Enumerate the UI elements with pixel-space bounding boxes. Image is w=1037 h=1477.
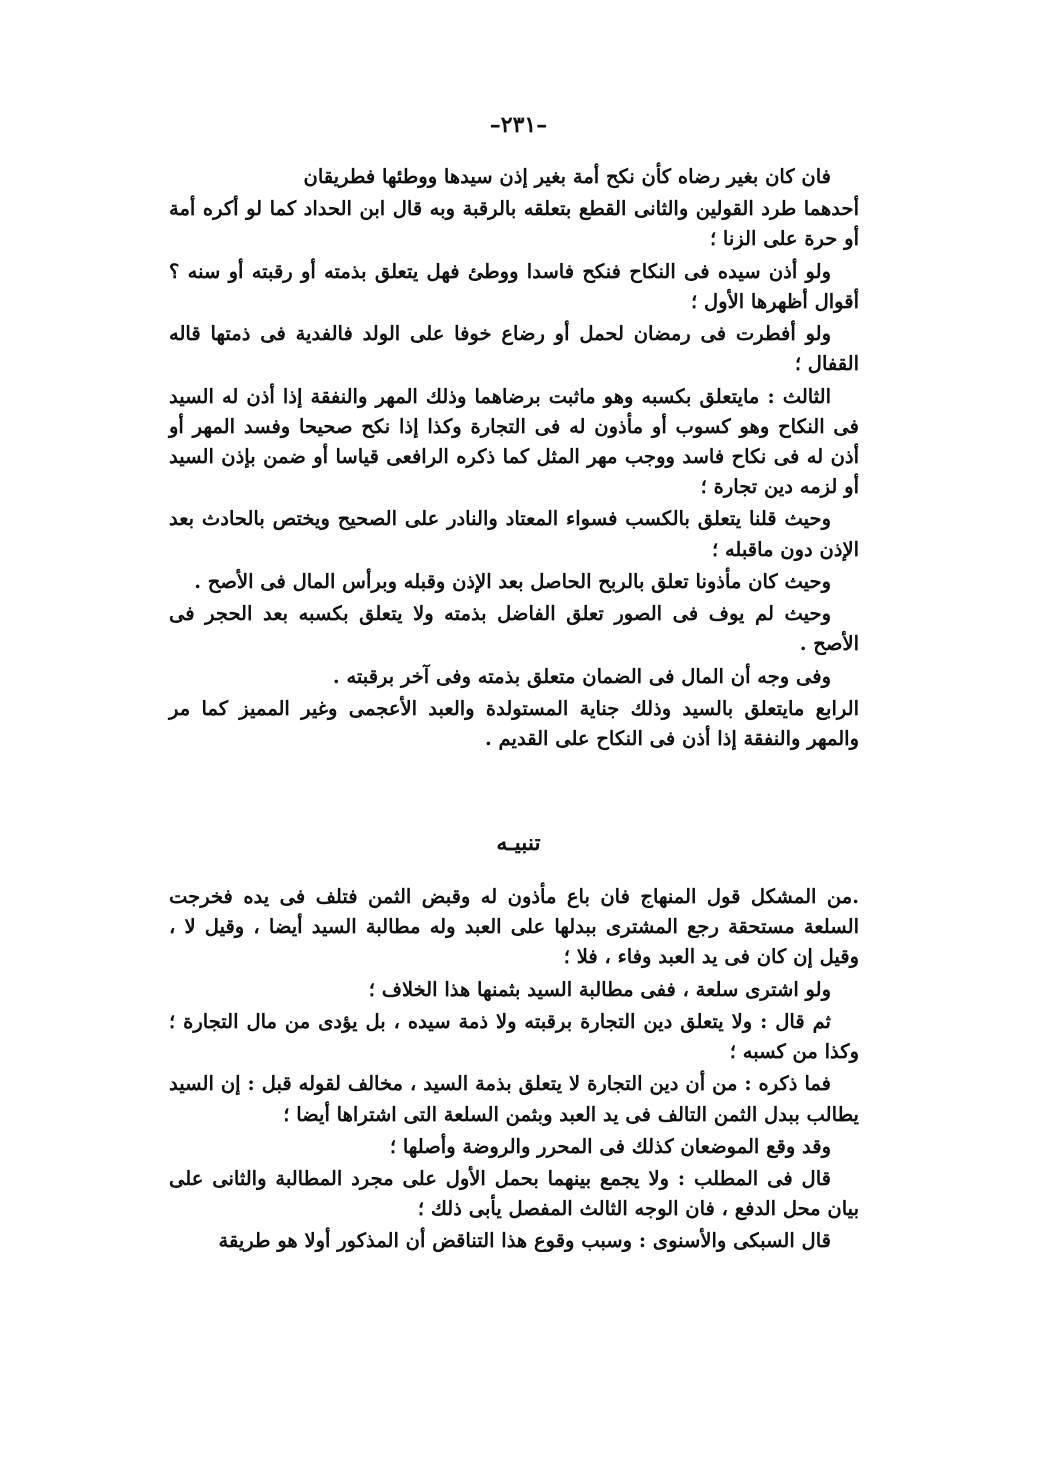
paragraph: ولو أذن سيده فى النكاح فنكح فاسدا ووطئ فهل يتعلق بذمته أو رقبته أو سنه ؟ أقوال أظهرها الأول ؛ [169,259,859,313]
paragraph: قال فى المطلب : ولا يجمع بينهما بحمل الأول على مجرد المطالبة والثانى على بيان محل الدفع ، فان الوجه الثالث المفصل يأبى ذلك ؛ [169,1166,859,1221]
paragraph: وحيث قلنا يتعلق بالكسب فسواء المعتاد والنادر على الصحيح ويختص بالحادث بعد الإذن دون ماقبله ؛ [169,507,859,561]
paragraph: قال السبكى والأسنوى : وسبب وقوع هذا التناقض أن المذكور أولا هو طريقة [218,1229,831,1253]
paragraph: وفى وجه أن المال فى الضمان متعلق بذمته وفى آخر برقبته . [332,664,831,688]
paragraph: وقد وقع الموضعان كذلك فى المحرر والروضة وأصلها ؛ [389,1134,831,1158]
paragraph: ولو أفطرت فى رمضان لحمل أو رضاع خوفا على الولد فالفدية فى ذمتها قاله القفال ؛ [169,322,859,376]
paragraph: .من المشكل قول المنهاج فان باع مأذون له وقبض الثمن فتلف فى يده فخرجت السلعة مستحقة رجع المشترى ببدلها على العبد وله مطالبة السيد أيضا ، وقيل لا ، وقيل إن كان فى يد العبد وفاء ، فلا ؛ [169,885,859,969]
paragraph: ولو اشترى سلعة ، ففى مطالبة السيد بثمنها هذا الخلاف ؛ [368,977,831,1001]
paragraph: فما ذكره : من أن دين التجارة لا يتعلق بذمة السيد ، مخالف لقوله قبل : إن السيد يطالب ببدل الثمن التالف فى يد العبد وبثمن السلعة التى اشتراها أيضا ؛ [169,1072,859,1126]
paragraph: الثالث : مايتعلق بكسبه وهو ماثبت برضاهما وذلك المهر والنفقة إذا أذن له السيد فى النكاح وهو كسوب أو مأذون له فى التجارة وكذا إذا نكح صحيحا وفسد المهر أو أذن له فى نكاح فاسد ووجب مهر المثل كما ذكره الرافعى قياسا أو ضمن بإذن السيد أو لزمه دين تجارة ؛ [169,384,859,499]
heading-title: تنبيـه [496,830,541,856]
text-section-top [169,162,859,756]
paragraph: الرابع مايتعلق بالسيد وذلك جناية المستولدة والعبد الأعجمى وغير المميز كما مر والمهر والنفقة إذا أذن فى النكاح على القديم . [169,696,859,750]
paragraph: فان كان بغير رضاه كأن نكح أمة بغير إذن سيدها ووطئها فطريقان [303,165,831,188]
page-number: –٢٣١– [489,112,548,138]
paragraph: وحيث لم يوف فى الصور تعلق الفاضل بذمته ولا يتعلق بكسبه بعد الحجر فى الأصح . [169,602,859,656]
paragraph: أحدهما طرد القولين والثانى القطع بتعلقه بالرقبة وبه قال ابن الحداد كما لو أكره أمة أو حرة على الزنا ؛ [169,197,859,251]
section-heading [0,830,1037,856]
paragraph: ثم قال : ولا يتعلق دين التجارة برقبته ولا ذمة سيده ، بل يؤدى من مال التجارة ؛ وكذا من كسبه ؛ [169,1009,859,1064]
paragraph: وحيث كان مأذونا تعلق بالربح الحاصل بعد الإذن وقبله وبرأس المال فى الأصح . [194,569,831,593]
text-section-bottom [169,882,859,1259]
